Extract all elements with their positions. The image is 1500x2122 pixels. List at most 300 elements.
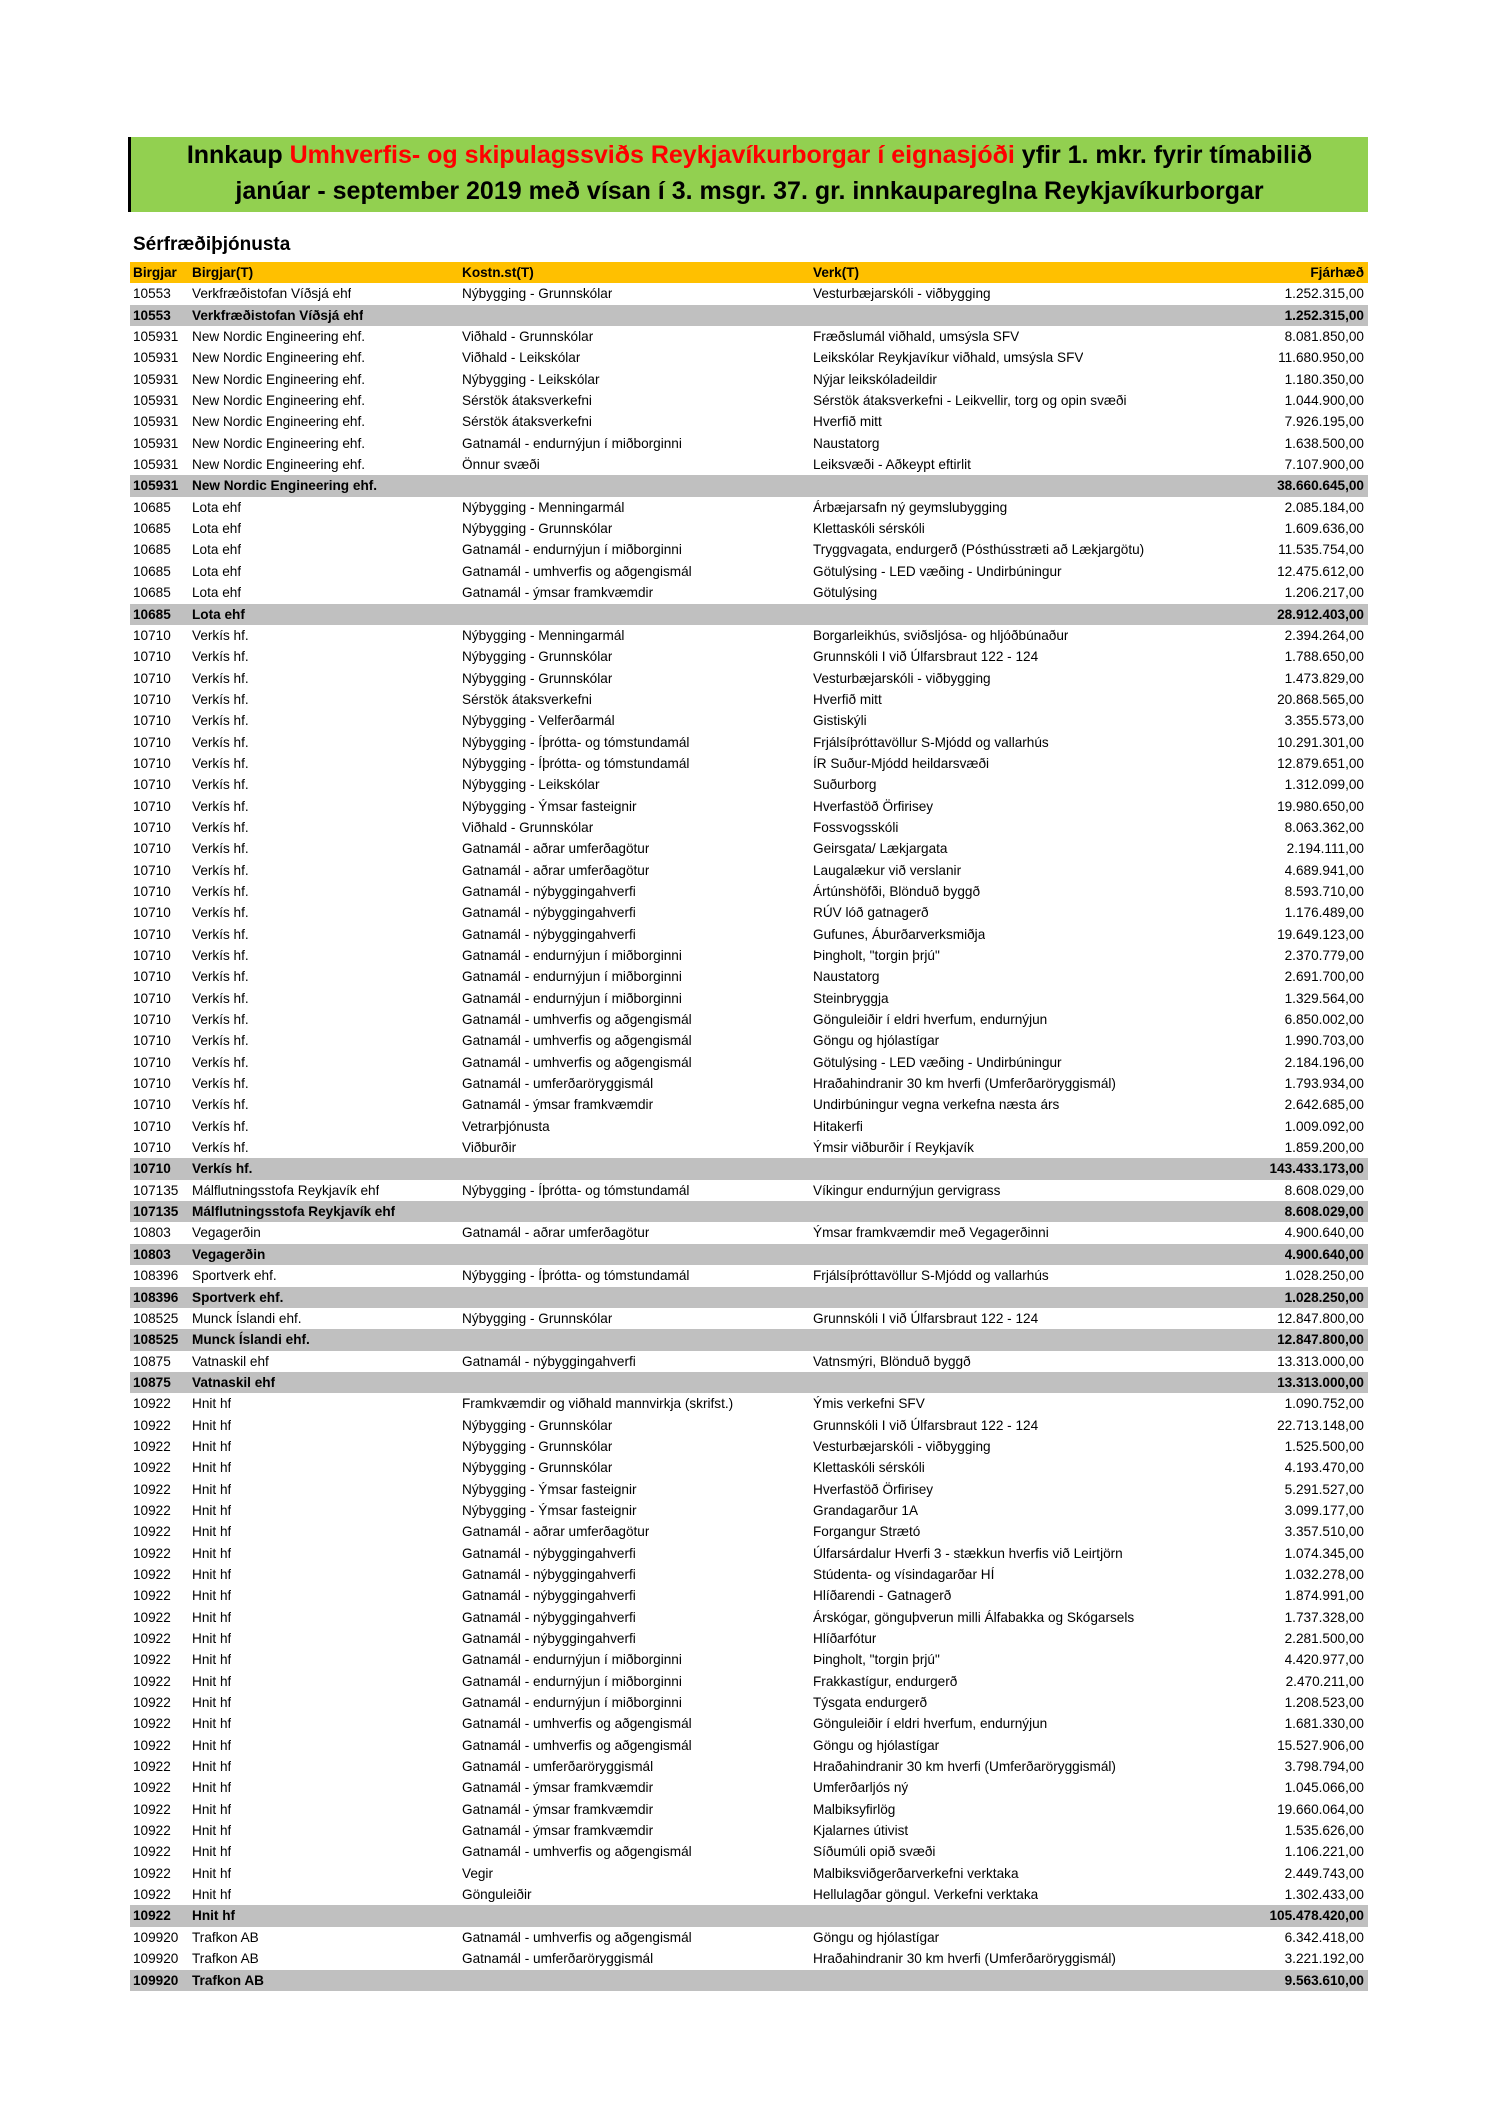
cell-project: Grunnskóli I við Úlfarsbraut 122 - 124 — [813, 1417, 1039, 1433]
cell-cost-center: Gatnamál - nýbyggingahverfi — [462, 1545, 636, 1561]
table-row — [130, 582, 1368, 603]
subtotal-row — [130, 305, 1368, 326]
cell-project: Hverfastöð Örfirisey — [813, 1481, 934, 1497]
cell-amount: 20.868.565,00 — [1277, 691, 1364, 707]
cell-amount: 1.609.636,00 — [1284, 521, 1364, 537]
cell-cost-center: Gatnamál - aðrar umferðagötur — [462, 862, 650, 878]
cell-cost-center: Gatnamál - umhverfis og aðgengismál — [462, 563, 692, 579]
cell-vendor-id: 10875 — [133, 1353, 171, 1369]
cell-cost-center: Gatnamál - endurnýjun í miðborginni — [462, 948, 682, 963]
cell-vendor-id: 10710 — [133, 905, 171, 921]
cell-vendor-name: Vatnaskil ehf — [192, 1374, 276, 1390]
cell-project: Úlfarsárdalur Hverfi 3 - stækkun hverfis við Leirtjörn — [813, 1545, 1123, 1561]
cell-vendor-name: Hnit hf — [192, 1609, 232, 1625]
cell-vendor-name: Hnit hf — [192, 1695, 232, 1711]
cell-amount: 19.660.064,00 — [1277, 1801, 1364, 1817]
cell-vendor-id: 10922 — [133, 1695, 171, 1711]
cell-vendor-id: 10922 — [133, 1588, 171, 1604]
table-row — [130, 1799, 1368, 1820]
cell-vendor-id: 10710 — [133, 649, 171, 665]
cell-cost-center: Gatnamál - endurnýjun í miðborginni — [462, 969, 682, 985]
cell-amount: 2.691.700,00 — [1284, 969, 1364, 985]
cell-project: Götulýsing - LED væðing - Undirbúningur — [813, 563, 1062, 579]
cell-vendor-id: 10922 — [133, 1887, 171, 1903]
cell-vendor-name: Verkís hf. — [192, 1140, 249, 1156]
cell-cost-center: Viðhald - Grunnskólar — [462, 819, 594, 835]
cell-vendor-name: Hnit hf — [192, 1524, 232, 1540]
cell-amount: 12.879.651,00 — [1277, 755, 1364, 771]
cell-cost-center: Gatnamál - umhverfis og aðgengismál — [462, 1716, 692, 1732]
cell-amount: 1.032.278,00 — [1284, 1566, 1364, 1582]
cell-project: Naustatorg — [813, 435, 880, 451]
cell-vendor-id: 10922 — [133, 1502, 171, 1518]
cell-vendor-id: 10710 — [133, 1161, 171, 1177]
cell-cost-center: Gatnamál - ýmsar framkvæmdir — [462, 1780, 654, 1796]
cell-cost-center: Gönguleiðir — [462, 1887, 532, 1903]
cell-vendor-name: Verkfræðistofan Víðsjá ehf — [192, 286, 352, 302]
cell-vendor-id: 109920 — [133, 1929, 179, 1945]
cell-vendor-name: Verkís hf. — [192, 990, 249, 1006]
cell-vendor-id: 10710 — [133, 948, 171, 963]
cell-cost-center: Gatnamál - umferðaröryggismál — [462, 1759, 654, 1775]
cell-project: Frjálsíþróttavöllur S-Mjódd og vallarhús — [813, 734, 1049, 750]
cell-amount: 8.608.029,00 — [1284, 1182, 1364, 1198]
cell-vendor-id: 10710 — [133, 862, 171, 878]
cell-cost-center: Nýbygging - Íþrótta- og tómstundamál — [462, 755, 690, 771]
cell-vendor-id: 105931 — [133, 414, 179, 430]
cell-vendor-id: 109920 — [133, 1951, 179, 1967]
cell-project: Stúdenta- og vísindagarðar HÍ — [813, 1566, 995, 1582]
table-row — [130, 710, 1368, 731]
cell-amount: 1.525.500,00 — [1284, 1438, 1364, 1454]
cell-vendor-name: Verkís hf. — [192, 841, 249, 857]
cell-vendor-name: New Nordic Engineering ehf. — [192, 350, 366, 366]
table-row — [130, 1948, 1368, 1969]
cell-vendor-name: Trafkon AB — [192, 1972, 265, 1988]
table-row — [130, 902, 1368, 923]
table-row — [130, 283, 1368, 304]
cell-amount: 143.433.173,00 — [1269, 1161, 1364, 1177]
cell-cost-center: Nýbygging - Grunnskólar — [462, 1310, 613, 1326]
cell-amount: 1.638.500,00 — [1284, 435, 1364, 451]
table-row — [130, 860, 1368, 881]
cell-amount: 1.090.752,00 — [1284, 1396, 1364, 1412]
cell-amount: 4.689.941,00 — [1284, 862, 1364, 878]
cell-amount: 1.793.934,00 — [1284, 1076, 1364, 1092]
cell-amount: 4.900.640,00 — [1284, 1246, 1364, 1262]
table-row — [130, 497, 1368, 518]
cell-amount: 1.045.066,00 — [1284, 1780, 1364, 1796]
cell-vendor-id: 10710 — [133, 990, 171, 1006]
cell-vendor-name: New Nordic Engineering ehf. — [192, 393, 366, 409]
table-row — [130, 1009, 1368, 1030]
cell-cost-center: Önnur svæði — [462, 457, 540, 473]
cell-cost-center: Nýbygging - Menningarmál — [462, 499, 625, 515]
cell-vendor-id: 10803 — [133, 1225, 171, 1241]
cell-vendor-name: New Nordic Engineering ehf. — [192, 371, 366, 387]
cell-cost-center: Gatnamál - endurnýjun í miðborginni — [462, 1652, 682, 1668]
table-row — [130, 1073, 1368, 1094]
table-row — [130, 518, 1368, 539]
cell-amount: 8.608.029,00 — [1284, 1204, 1364, 1220]
cell-amount: 1.206.217,00 — [1284, 585, 1364, 601]
cell-vendor-name: Verkís hf. — [192, 905, 249, 921]
cell-cost-center: Nýbygging - Grunnskólar — [462, 1417, 613, 1433]
cell-amount: 3.221.192,00 — [1284, 1951, 1364, 1967]
cell-amount: 4.900.640,00 — [1284, 1225, 1364, 1241]
cell-vendor-id: 10710 — [133, 798, 171, 814]
cell-amount: 6.342.418,00 — [1284, 1929, 1364, 1945]
cell-vendor-name: Málflutningsstofa Reykjavík ehf — [192, 1204, 396, 1220]
cell-cost-center: Gatnamál - umhverfis og aðgengismál — [462, 1737, 692, 1753]
cell-cost-center: Gatnamál - ýmsar framkvæmdir — [462, 585, 654, 601]
cell-amount: 8.593.710,00 — [1284, 883, 1364, 899]
cell-vendor-name: Verkís hf. — [192, 883, 249, 899]
cell-project: Undirbúningur vegna verkefna næsta árs — [813, 1097, 1060, 1113]
table-row — [130, 1884, 1368, 1905]
cell-vendor-name: Hnit hf — [192, 1417, 232, 1433]
table-row — [130, 988, 1368, 1009]
cell-project: Umferðarljós ný — [813, 1780, 909, 1796]
cell-vendor-name: Verkís hf. — [192, 649, 249, 665]
cell-vendor-id: 108525 — [133, 1332, 179, 1348]
cell-cost-center: Gatnamál - umhverfis og aðgengismál — [462, 1054, 692, 1070]
table-row — [130, 1479, 1368, 1500]
cell-project: Hraðahindranir 30 km hverfi (Umferðaröryggismál) — [813, 1759, 1116, 1775]
cell-cost-center: Gatnamál - aðrar umferðagötur — [462, 1524, 650, 1540]
cell-project: Tryggvagata, endurgerð (Pósthússtræti að Lækjargötu) — [813, 542, 1145, 558]
cell-vendor-id: 10922 — [133, 1609, 171, 1625]
table-row — [130, 326, 1368, 347]
cell-vendor-id: 10922 — [133, 1652, 171, 1668]
cell-project: Göngu og hjólastígar — [813, 1033, 940, 1049]
cell-vendor-name: Vegagerðin — [192, 1225, 261, 1241]
subtotal-row — [130, 1158, 1368, 1179]
cell-project: Hraðahindranir 30 km hverfi (Umferðaröryggismál) — [813, 1076, 1116, 1092]
cell-vendor-name: Hnit hf — [192, 1396, 232, 1412]
cell-vendor-name: Hnit hf — [192, 1588, 232, 1604]
cell-vendor-id: 105931 — [133, 457, 179, 473]
table-row — [130, 1308, 1368, 1329]
cell-vendor-name: Hnit hf — [192, 1887, 232, 1903]
cell-cost-center: Gatnamál - nýbyggingahverfi — [462, 1609, 636, 1625]
cell-cost-center: Nýbygging - Grunnskólar — [462, 649, 613, 665]
cell-project: Hlíðarendi - Gatnagerð — [813, 1588, 952, 1604]
cell-amount: 12.847.800,00 — [1277, 1332, 1364, 1348]
cell-vendor-name: Trafkon AB — [192, 1929, 259, 1945]
header-vendor-id: Birgjar — [133, 265, 177, 280]
cell-project: Ýmis verkefni SFV — [813, 1396, 925, 1412]
cell-project: Gufunes, Áburðarverksmiðja — [813, 926, 986, 942]
table-row — [130, 454, 1368, 475]
table-row — [130, 1820, 1368, 1841]
table-row — [130, 1692, 1368, 1713]
cell-cost-center: Gatnamál - umferðaröryggismál — [462, 1076, 654, 1092]
cell-vendor-name: Hnit hf — [192, 1545, 232, 1561]
table-row — [130, 411, 1368, 432]
cell-amount: 3.357.510,00 — [1284, 1524, 1364, 1540]
cell-amount: 1.302.433,00 — [1284, 1887, 1364, 1903]
table-row — [130, 732, 1368, 753]
cell-cost-center: Vegir — [462, 1865, 493, 1881]
cell-vendor-id: 10922 — [133, 1759, 171, 1775]
cell-amount: 1.009.092,00 — [1284, 1118, 1364, 1134]
table-row — [130, 1393, 1368, 1414]
cell-vendor-id: 10922 — [133, 1417, 171, 1433]
cell-project: Fræðslumál viðhald, umsýsla SFV — [813, 329, 1020, 345]
cell-cost-center: Nýbygging - Ýmsar fasteignir — [462, 1502, 637, 1518]
cell-vendor-name: Lota ehf — [192, 521, 242, 537]
cell-cost-center: Gatnamál - aðrar umferðagötur — [462, 1225, 650, 1241]
cell-cost-center: Framkvæmdir og viðhald mannvirkja (skrifst.) — [462, 1396, 734, 1412]
cell-amount: 2.642.685,00 — [1284, 1097, 1364, 1113]
cell-vendor-name: Verkís hf. — [192, 734, 249, 750]
cell-vendor-name: Munck Íslandi ehf. — [192, 1310, 302, 1326]
cell-cost-center: Gatnamál - nýbyggingahverfi — [462, 926, 636, 942]
cell-project: Vatnsmýri, Blönduð byggð — [813, 1353, 971, 1369]
cell-amount: 13.313.000,00 — [1277, 1353, 1364, 1369]
cell-cost-center: Nýbygging - Grunnskólar — [462, 521, 613, 537]
cell-project: Frakkastígur, endurgerð — [813, 1673, 958, 1689]
cell-amount: 7.926.195,00 — [1284, 414, 1364, 430]
cell-project: Hverfið mitt — [813, 691, 882, 707]
cell-amount: 19.980.650,00 — [1277, 798, 1364, 814]
subtotal-row — [130, 1905, 1368, 1926]
table-row — [130, 838, 1368, 859]
cell-project: Göngu og hjólastígar — [813, 1929, 940, 1945]
cell-project: Götulýsing - LED væðing - Undirbúningur — [813, 1054, 1062, 1070]
cell-amount: 9.563.610,00 — [1284, 1972, 1364, 1988]
table-row — [130, 1137, 1368, 1158]
cell-vendor-id: 10710 — [133, 734, 171, 750]
cell-vendor-id: 10922 — [133, 1438, 171, 1454]
cell-project: Árskógar, gönguþverun milli Álfabakka og Skógarsels — [813, 1609, 1135, 1625]
cell-vendor-id: 10922 — [133, 1631, 171, 1646]
cell-vendor-id: 10875 — [133, 1374, 171, 1390]
cell-project: ÍR Suður-Mjódd heildarsvæði — [813, 755, 990, 771]
cell-amount: 12.847.800,00 — [1277, 1310, 1364, 1326]
subtotal-row — [130, 1201, 1368, 1222]
cell-amount: 1.329.564,00 — [1284, 990, 1364, 1006]
cell-vendor-name: Lota ehf — [192, 585, 242, 601]
cell-cost-center: Gatnamál - ýmsar framkvæmdir — [462, 1823, 654, 1839]
cell-vendor-id: 10685 — [133, 585, 171, 601]
cell-vendor-name: Verkís hf. — [192, 1118, 249, 1134]
cell-vendor-name: Trafkon AB — [192, 1951, 259, 1967]
cell-vendor-id: 10922 — [133, 1801, 171, 1817]
cell-vendor-name: Verkís hf. — [192, 969, 249, 985]
cell-vendor-name: Hnit hf — [192, 1823, 232, 1839]
cell-vendor-name: Verkís hf. — [192, 1076, 249, 1092]
cell-project: Suðurborg — [813, 777, 877, 793]
cell-amount: 1.074.345,00 — [1284, 1545, 1364, 1561]
cell-vendor-id: 105931 — [133, 393, 179, 409]
cell-cost-center: Sérstök átaksverkefni — [462, 414, 592, 430]
title-department: Umhverfis- og skipulagssviðs Reykjavíkurborgar í eignasjóði — [289, 141, 1015, 169]
cell-vendor-name: New Nordic Engineering ehf. — [192, 435, 366, 451]
cell-vendor-name: Munck Íslandi ehf. — [192, 1332, 310, 1348]
cell-project: Fossvogsskóli — [813, 819, 899, 835]
cell-cost-center: Viðhald - Leikskólar — [462, 350, 581, 366]
cell-vendor-name: Hnit hf — [192, 1908, 236, 1924]
title-line-2: janúar - september 2019 með vísan í 3. msgr. 37. gr. innkaupareglna Reykjavíkurborgar — [235, 177, 1264, 205]
cell-cost-center: Nýbygging - Menningarmál — [462, 627, 625, 643]
cell-cost-center: Gatnamál - endurnýjun í miðborginni — [462, 542, 682, 558]
cell-vendor-id: 10922 — [133, 1524, 171, 1540]
cell-cost-center: Vetrarþjónusta — [462, 1118, 550, 1134]
table-row — [130, 1030, 1368, 1051]
cell-amount: 1.252.315,00 — [1284, 286, 1364, 302]
table-row — [130, 689, 1368, 710]
cell-vendor-id: 10710 — [133, 819, 171, 835]
table-row — [130, 945, 1368, 966]
cell-cost-center: Gatnamál - nýbyggingahverfi — [462, 905, 636, 921]
cell-amount: 1.681.330,00 — [1284, 1716, 1364, 1732]
cell-amount: 4.193.470,00 — [1284, 1460, 1364, 1476]
header-vendor-name: Birgjar(T) — [192, 265, 254, 280]
cell-cost-center: Gatnamál - nýbyggingahverfi — [462, 1588, 636, 1604]
cell-vendor-id: 10710 — [133, 755, 171, 771]
cell-project: Malbiksviðgerðarverkefni verktaka — [813, 1865, 1019, 1881]
cell-cost-center: Nýbygging - Ýmsar fasteignir — [462, 798, 637, 814]
cell-vendor-name: Hnit hf — [192, 1460, 232, 1476]
cell-vendor-id: 105931 — [133, 371, 179, 387]
cell-vendor-name: Hnit hf — [192, 1673, 232, 1689]
cell-cost-center: Gatnamál - umhverfis og aðgengismál — [462, 1844, 692, 1860]
table-row — [130, 1436, 1368, 1457]
cell-amount: 11.535.754,00 — [1278, 542, 1364, 558]
cell-vendor-name: Hnit hf — [192, 1801, 232, 1817]
table-row — [130, 1585, 1368, 1606]
cell-amount: 1.874.991,00 — [1284, 1588, 1364, 1604]
cell-cost-center: Nýbygging - Grunnskólar — [462, 286, 613, 302]
cell-vendor-id: 105931 — [133, 435, 179, 451]
cell-vendor-id: 10685 — [133, 606, 171, 622]
table-row — [130, 774, 1368, 795]
cell-project: Naustatorg — [813, 969, 880, 985]
table-row — [130, 1415, 1368, 1436]
table-row — [130, 1841, 1368, 1862]
cell-cost-center: Gatnamál - nýbyggingahverfi — [462, 1353, 636, 1369]
cell-vendor-id: 108396 — [133, 1268, 179, 1284]
cell-amount: 1.535.626,00 — [1284, 1823, 1364, 1839]
cell-cost-center: Gatnamál - endurnýjun í miðborginni — [462, 435, 682, 451]
table-row — [130, 433, 1368, 454]
cell-project: Steinbryggja — [813, 990, 889, 1006]
cell-vendor-id: 10922 — [133, 1460, 171, 1476]
cell-project: Vesturbæjarskóli - viðbygging — [813, 1438, 991, 1454]
cell-vendor-name: Verkís hf. — [192, 691, 249, 707]
cell-vendor-name: Lota ehf — [192, 563, 242, 579]
cell-vendor-name: Verkís hf. — [192, 1054, 249, 1070]
cell-amount: 1.990.703,00 — [1284, 1033, 1364, 1049]
cell-amount: 10.291.301,00 — [1277, 734, 1364, 750]
cell-project: Gistiskýli — [813, 713, 867, 729]
cell-project: Hverfastöð Örfirisey — [813, 798, 934, 814]
cell-amount: 1.473.829,00 — [1284, 670, 1364, 686]
cell-project: Hraðahindranir 30 km hverfi (Umferðaröryggismál) — [813, 1951, 1116, 1967]
cell-cost-center: Gatnamál - endurnýjun í miðborginni — [462, 1695, 682, 1711]
cell-amount: 1.028.250,00 — [1284, 1289, 1364, 1305]
cell-vendor-id: 10922 — [133, 1481, 171, 1497]
cell-cost-center: Gatnamál - umhverfis og aðgengismál — [462, 1012, 692, 1028]
cell-amount: 13.313.000,00 — [1277, 1374, 1364, 1390]
cell-amount: 8.063.362,00 — [1284, 819, 1364, 835]
cell-amount: 1.028.250,00 — [1284, 1268, 1364, 1284]
cell-cost-center: Nýbygging - Ýmsar fasteignir — [462, 1481, 637, 1497]
table-row — [130, 347, 1368, 368]
cell-cost-center: Gatnamál - nýbyggingahverfi — [462, 1566, 636, 1582]
cell-vendor-id: 10922 — [133, 1737, 171, 1753]
cell-project: Hitakerfi — [813, 1118, 863, 1134]
table-row — [130, 625, 1368, 646]
cell-project: Týsgata endurgerð — [813, 1695, 928, 1711]
cell-amount: 1.176.489,00 — [1284, 905, 1364, 921]
header-cost-center: Kostn.st(T) — [462, 265, 534, 280]
table-row — [130, 1628, 1368, 1649]
cell-vendor-id: 10922 — [133, 1844, 171, 1860]
cell-vendor-name: Verkís hf. — [192, 819, 249, 835]
cell-vendor-id: 10710 — [133, 841, 171, 857]
cell-vendor-id: 10710 — [133, 969, 171, 985]
cell-vendor-id: 109920 — [133, 1972, 179, 1988]
cell-vendor-name: Hnit hf — [192, 1737, 232, 1753]
table-row — [130, 1180, 1368, 1201]
purchases-table — [130, 262, 1368, 1991]
cell-vendor-id: 10553 — [133, 286, 171, 302]
cell-vendor-name: New Nordic Engineering ehf. — [192, 414, 366, 430]
cell-amount: 5.291.527,00 — [1284, 1481, 1364, 1497]
cell-project: Borgarleikhús, sviðsljósa- og hljóðbúnaður — [813, 627, 1069, 643]
cell-vendor-name: Hnit hf — [192, 1780, 232, 1796]
cell-project: Klettaskóli sérskóli — [813, 1460, 925, 1476]
table-row — [130, 539, 1368, 560]
cell-project: Grunnskóli I við Úlfarsbraut 122 - 124 — [813, 649, 1039, 665]
table-row — [130, 1649, 1368, 1670]
cell-project: Gönguleiðir í eldri hverfum, endurnýjun — [813, 1716, 1048, 1732]
cell-vendor-name: New Nordic Engineering ehf. — [192, 457, 366, 473]
table-row — [130, 1351, 1368, 1372]
subtotal-row — [130, 1244, 1368, 1265]
cell-project: Göngu og hjólastígar — [813, 1737, 940, 1753]
table-row — [130, 646, 1368, 667]
cell-amount: 12.475.612,00 — [1277, 563, 1364, 579]
cell-project: Gönguleiðir í eldri hverfum, endurnýjun — [813, 1012, 1048, 1028]
table-row — [130, 796, 1368, 817]
cell-project: Grandagarður 1A — [813, 1502, 919, 1518]
cell-vendor-id: 10710 — [133, 713, 171, 729]
table-row — [130, 1521, 1368, 1542]
cell-vendor-name: Verkís hf. — [192, 713, 249, 729]
cell-project: Hlíðarfótur — [813, 1631, 877, 1646]
cell-cost-center: Gatnamál - nýbyggingahverfi — [462, 1631, 636, 1646]
cell-amount: 2.194.111,00 — [1286, 841, 1364, 857]
cell-project: Ártúnshöfði, Blönduð byggð — [813, 883, 981, 899]
cell-project: Geirsgata/ Lækjargata — [813, 841, 948, 857]
cell-vendor-id: 10710 — [133, 1140, 171, 1156]
cell-vendor-name: Verkís hf. — [192, 1012, 249, 1028]
cell-amount: 1.312.099,00 — [1284, 777, 1364, 793]
cell-cost-center: Nýbygging - Íþrótta- og tómstundamál — [462, 734, 690, 750]
cell-vendor-id: 10922 — [133, 1823, 171, 1839]
cell-project: Ýmsir viðburðir í Reykjavík — [813, 1140, 974, 1156]
table-row — [130, 1863, 1368, 1884]
cell-vendor-id: 10685 — [133, 521, 171, 537]
cell-amount: 28.912.403,00 — [1277, 606, 1364, 622]
cell-vendor-name: Lota ehf — [192, 499, 242, 515]
cell-amount: 38.660.645,00 — [1277, 478, 1364, 494]
table-row — [130, 1713, 1368, 1734]
